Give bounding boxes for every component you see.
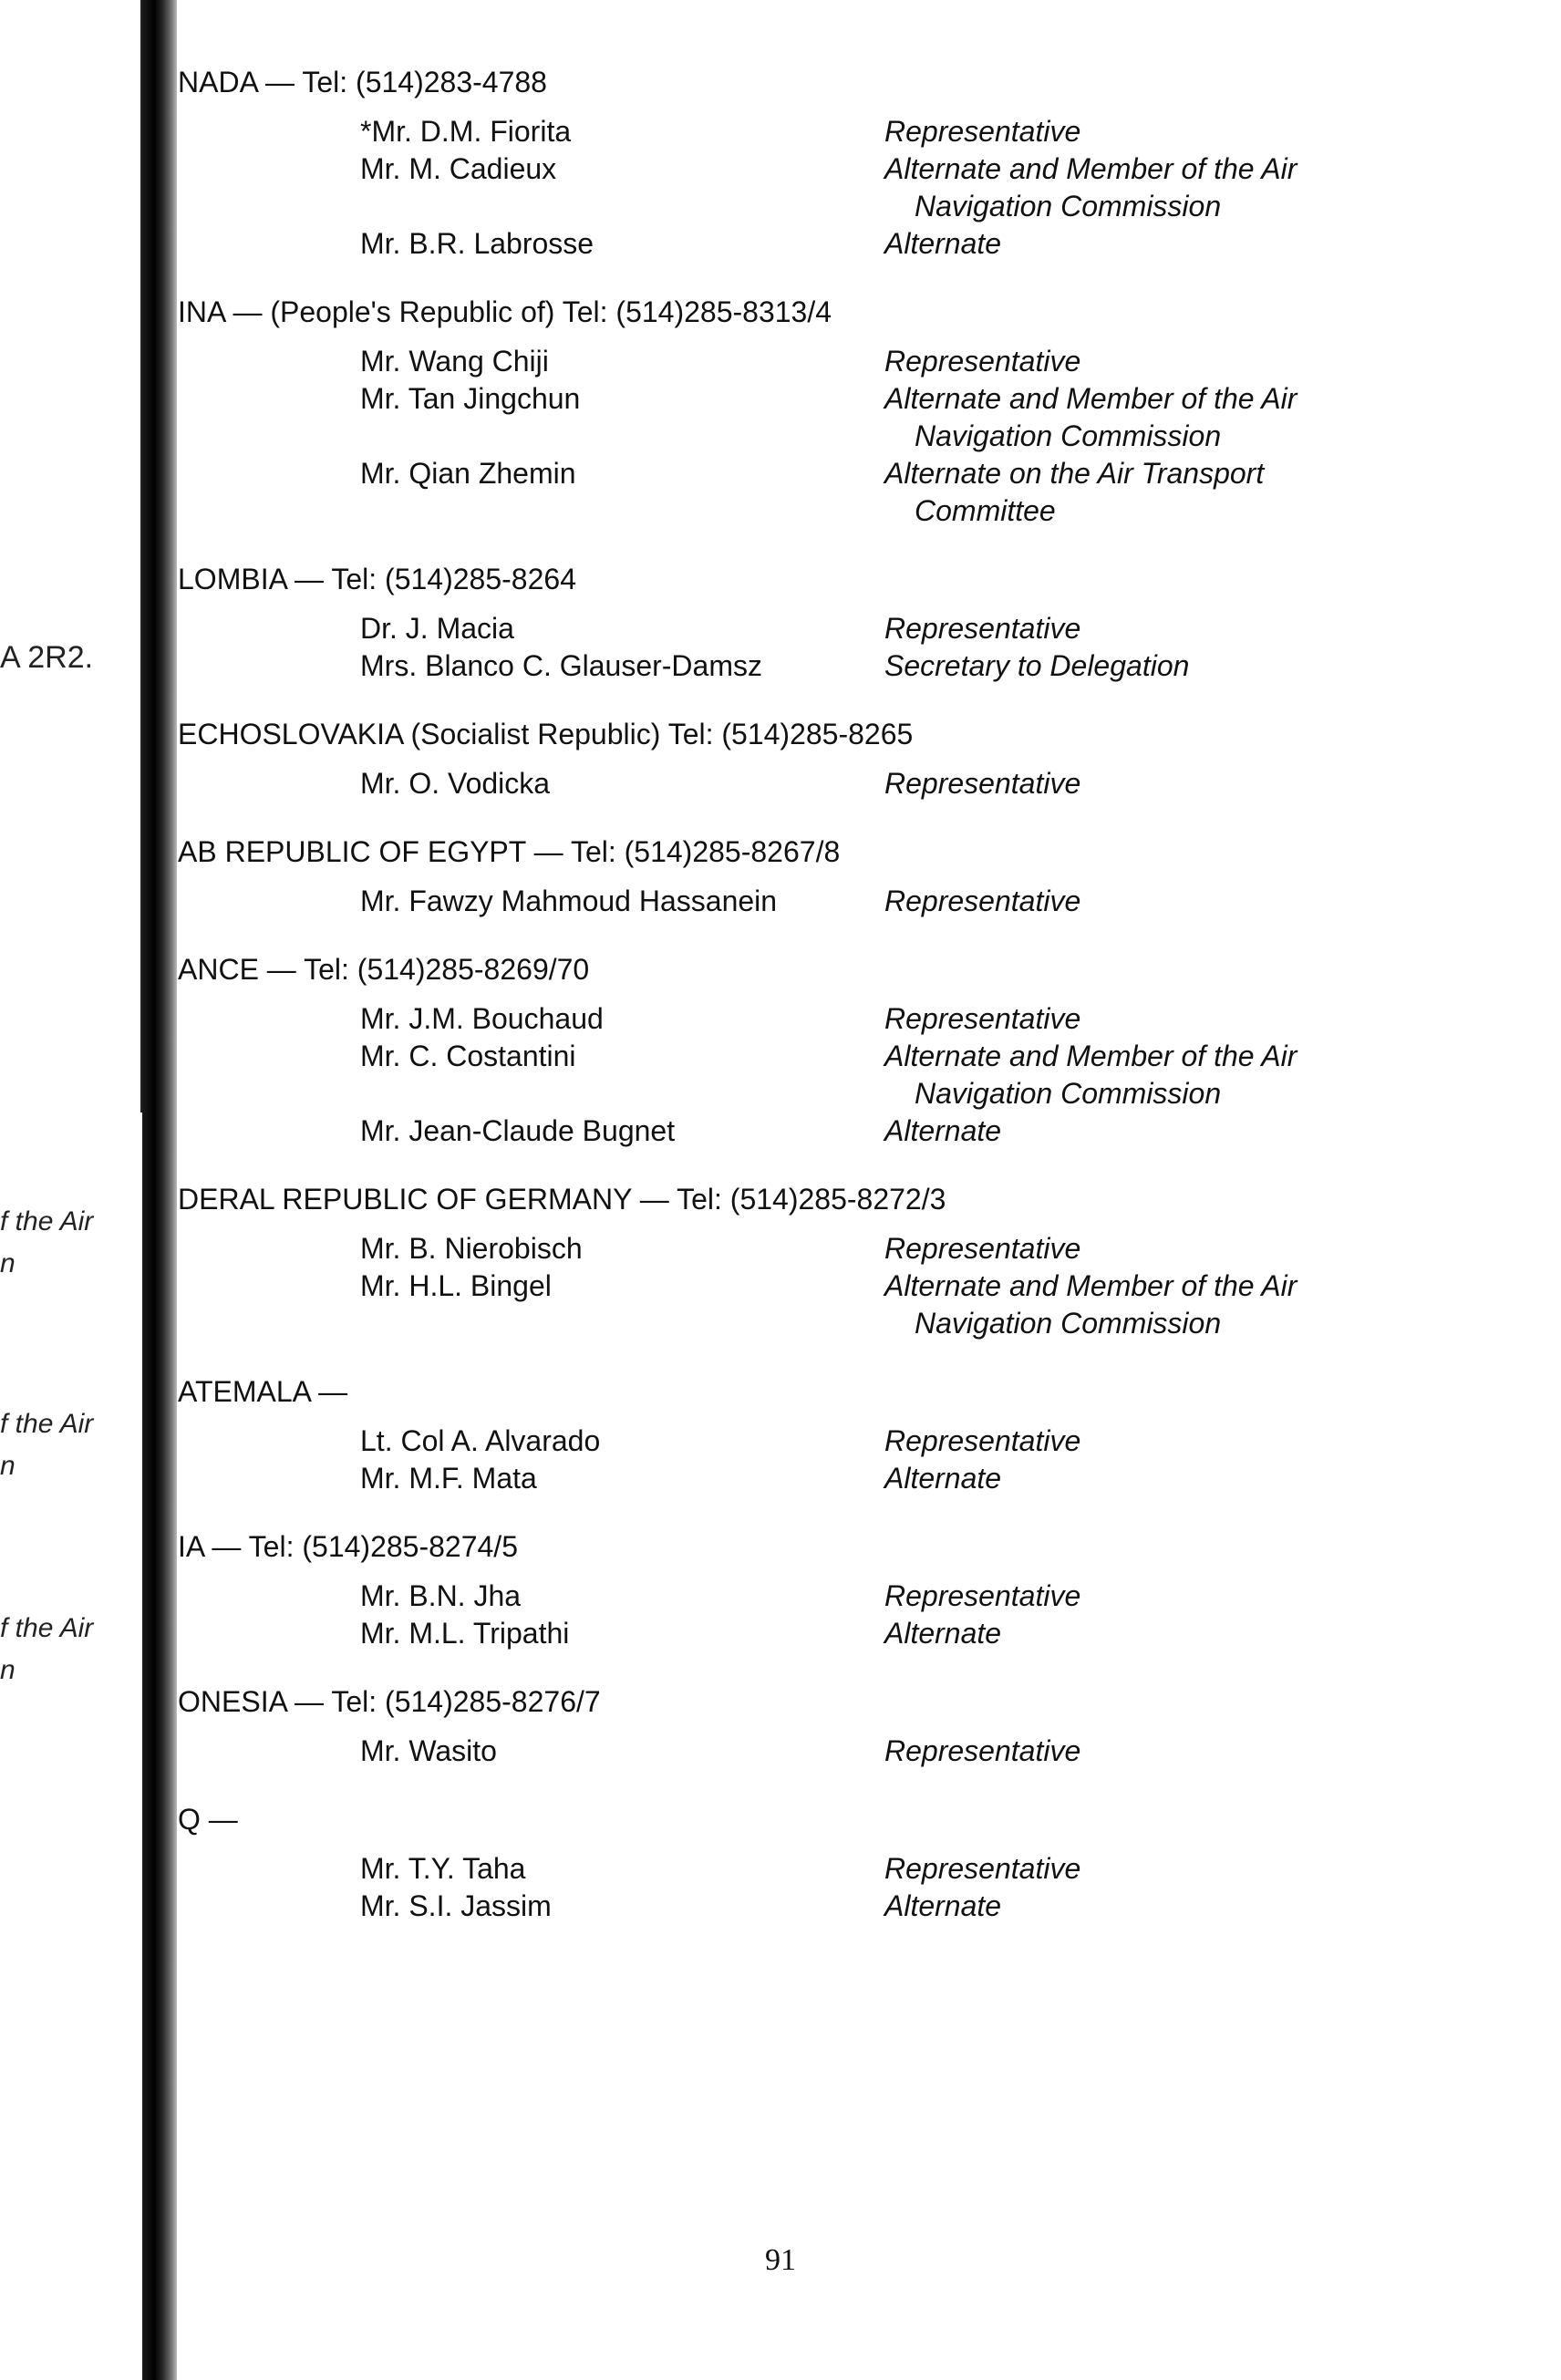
delegate-row bbox=[178, 1038, 1454, 1112]
country-heading: IA — Tel: (514)285-8274/5 bbox=[178, 1530, 518, 1563]
delegate-role bbox=[884, 1230, 1432, 1268]
country-heading: LOMBIA — Tel: (514)285-8264 bbox=[178, 563, 576, 595]
role-line: Secretary to Delegation bbox=[884, 649, 1190, 682]
delegate-name: *Mr. D.M. Fiorita bbox=[360, 115, 572, 148]
role-line: Alternate bbox=[884, 227, 1002, 260]
country-heading: ONESIA — Tel: (514)285-8276/7 bbox=[178, 1685, 601, 1718]
delegate-name: Mr. M. Cadieux bbox=[360, 152, 557, 185]
delegate-name: Lt. Col A. Alvarado bbox=[360, 1424, 601, 1457]
delegate-row bbox=[178, 1578, 1454, 1615]
country-section bbox=[178, 1682, 1454, 1770]
delegate-role bbox=[884, 225, 1432, 263]
delegate-name: Mr. Fawzy Mahmoud Hassanein bbox=[360, 885, 778, 917]
role-line-continuation: Committee bbox=[915, 494, 1056, 527]
role-line: Representative bbox=[884, 115, 1081, 148]
previous-page-note: f the Air bbox=[0, 1613, 94, 1643]
previous-page-postal-code: A 2R2. bbox=[0, 640, 94, 675]
country-section bbox=[178, 1371, 1454, 1497]
country-heading: Q — bbox=[178, 1803, 238, 1836]
delegate-name: Mr. H.L. Bingel bbox=[360, 1269, 552, 1302]
delegate-row bbox=[178, 380, 1454, 455]
role-line: Representative bbox=[884, 1734, 1081, 1767]
delegate-name: Mr. Tan Jingchun bbox=[360, 382, 581, 415]
book-binding-shadow bbox=[142, 0, 177, 2380]
previous-page-note: f the Air bbox=[0, 1206, 94, 1237]
country-section bbox=[178, 292, 1454, 530]
role-line: Alternate bbox=[884, 1617, 1002, 1650]
previous-page-strip bbox=[0, 0, 141, 2380]
delegate-role bbox=[884, 1268, 1432, 1342]
role-line: Alternate and Member of the Air bbox=[884, 382, 1297, 415]
delegate-role bbox=[884, 150, 1432, 225]
role-line: Representative bbox=[884, 1579, 1081, 1612]
delegate-name: Dr. J. Macia bbox=[360, 612, 514, 645]
delegate-name: Mr. M.L. Tripathi bbox=[360, 1617, 570, 1650]
role-line: Alternate and Member of the Air bbox=[884, 1040, 1297, 1072]
delegate-row bbox=[178, 1615, 1454, 1652]
delegate-name: Mr. O. Vodicka bbox=[360, 767, 551, 800]
delegate-role bbox=[884, 1460, 1432, 1497]
country-heading: ATEMALA — bbox=[178, 1375, 348, 1408]
delegate-row bbox=[178, 765, 1454, 802]
delegate-row bbox=[178, 1112, 1454, 1150]
country-section bbox=[178, 1799, 1454, 1925]
country-section bbox=[178, 62, 1454, 263]
delegate-row bbox=[178, 1850, 1454, 1888]
delegate-row bbox=[178, 1000, 1454, 1038]
delegate-name: Mrs. Blanco C. Glauser-Damsz bbox=[360, 649, 762, 682]
delegate-role bbox=[884, 765, 1432, 802]
delegate-name: Mr. B. Nierobisch bbox=[360, 1232, 583, 1265]
role-line-continuation: Navigation Commission bbox=[915, 419, 1222, 452]
delegate-name: Mr. S.I. Jassim bbox=[360, 1889, 552, 1922]
delegate-role bbox=[884, 1423, 1432, 1460]
role-line-continuation: Navigation Commission bbox=[915, 190, 1222, 222]
delegate-role bbox=[884, 883, 1432, 920]
delegate-role bbox=[884, 1615, 1432, 1652]
country-heading: ANCE — Tel: (514)285-8269/70 bbox=[178, 953, 590, 986]
country-section bbox=[178, 832, 1454, 920]
delegate-role bbox=[884, 1850, 1432, 1888]
delegate-role bbox=[884, 380, 1432, 455]
role-line: Alternate bbox=[884, 1462, 1002, 1495]
delegate-name: Mr. Qian Zhemin bbox=[360, 457, 576, 490]
delegate-row bbox=[178, 647, 1454, 685]
country-section bbox=[178, 714, 1454, 802]
delegate-role bbox=[884, 455, 1432, 530]
delegate-row bbox=[178, 1230, 1454, 1268]
delegate-role bbox=[884, 113, 1432, 150]
delegate-name: Mr. M.F. Mata bbox=[360, 1462, 537, 1495]
delegate-row bbox=[178, 1888, 1454, 1925]
previous-page-note: n bbox=[0, 1451, 16, 1481]
country-section bbox=[178, 1526, 1454, 1652]
delegate-name: Mr. B.R. Labrosse bbox=[360, 227, 594, 260]
country-heading: ECHOSLOVAKIA (Socialist Republic) Tel: (514)285-8265 bbox=[178, 718, 914, 750]
delegate-role bbox=[884, 647, 1432, 685]
delegate-name: Mr. T.Y. Taha bbox=[360, 1852, 526, 1885]
country-heading: AB REPUBLIC OF EGYPT — Tel: (514)285-8267/8 bbox=[178, 835, 841, 868]
delegate-name: Mr. C. Costantini bbox=[360, 1040, 576, 1072]
role-line: Alternate bbox=[884, 1114, 1002, 1147]
delegate-name: Mr. Wasito bbox=[360, 1734, 497, 1767]
delegate-row bbox=[178, 455, 1454, 530]
delegate-role bbox=[884, 1888, 1432, 1925]
delegate-row bbox=[178, 883, 1454, 920]
previous-page-note: f the Air bbox=[0, 1409, 94, 1439]
page-number: 91 bbox=[765, 2243, 796, 2277]
delegate-row bbox=[178, 1733, 1454, 1770]
delegate-row bbox=[178, 343, 1454, 380]
delegate-row bbox=[178, 1460, 1454, 1497]
delegate-name: Mr. J.M. Bouchaud bbox=[360, 1002, 604, 1035]
delegate-role bbox=[884, 1112, 1432, 1150]
delegation-list bbox=[178, 62, 1454, 1954]
delegate-role bbox=[884, 610, 1432, 647]
role-line: Representative bbox=[884, 1002, 1081, 1035]
delegate-row bbox=[178, 225, 1454, 263]
country-heading: NADA — Tel: (514)283-4788 bbox=[178, 66, 547, 98]
delegate-role bbox=[884, 1578, 1432, 1615]
country-heading: INA — (People's Republic of) Tel: (514)285-8313/4 bbox=[178, 295, 832, 328]
delegate-name: Mr. Wang Chiji bbox=[360, 345, 549, 378]
delegate-role bbox=[884, 1000, 1432, 1038]
delegate-row bbox=[178, 150, 1454, 225]
delegate-row bbox=[178, 113, 1454, 150]
role-line: Alternate on the Air Transport bbox=[884, 457, 1265, 490]
previous-page-note: n bbox=[0, 1655, 16, 1685]
delegate-role bbox=[884, 1038, 1432, 1112]
role-line: Representative bbox=[884, 885, 1081, 917]
delegate-row bbox=[178, 1423, 1454, 1460]
delegate-name: Mr. Jean-Claude Bugnet bbox=[360, 1114, 676, 1147]
delegate-row bbox=[178, 610, 1454, 647]
role-line-continuation: Navigation Commission bbox=[915, 1077, 1222, 1110]
role-line: Alternate and Member of the Air bbox=[884, 152, 1297, 185]
country-heading: DERAL REPUBLIC OF GERMANY — Tel: (514)285-8272/3 bbox=[178, 1183, 946, 1216]
role-line: Representative bbox=[884, 1424, 1081, 1457]
country-section bbox=[178, 559, 1454, 685]
previous-page-note: n bbox=[0, 1248, 16, 1278]
delegate-role bbox=[884, 1733, 1432, 1770]
country-section bbox=[178, 949, 1454, 1150]
role-line: Representative bbox=[884, 345, 1081, 378]
role-line: Alternate and Member of the Air bbox=[884, 1269, 1297, 1302]
delegate-name: Mr. B.N. Jha bbox=[360, 1579, 522, 1612]
delegate-role bbox=[884, 343, 1432, 380]
delegate-row bbox=[178, 1268, 1454, 1342]
role-line: Representative bbox=[884, 767, 1081, 800]
role-line: Alternate bbox=[884, 1889, 1002, 1922]
role-line: Representative bbox=[884, 1232, 1081, 1265]
country-section bbox=[178, 1179, 1454, 1342]
role-line: Representative bbox=[884, 612, 1081, 645]
role-line: Representative bbox=[884, 1852, 1081, 1885]
role-line-continuation: Navigation Commission bbox=[915, 1307, 1222, 1340]
